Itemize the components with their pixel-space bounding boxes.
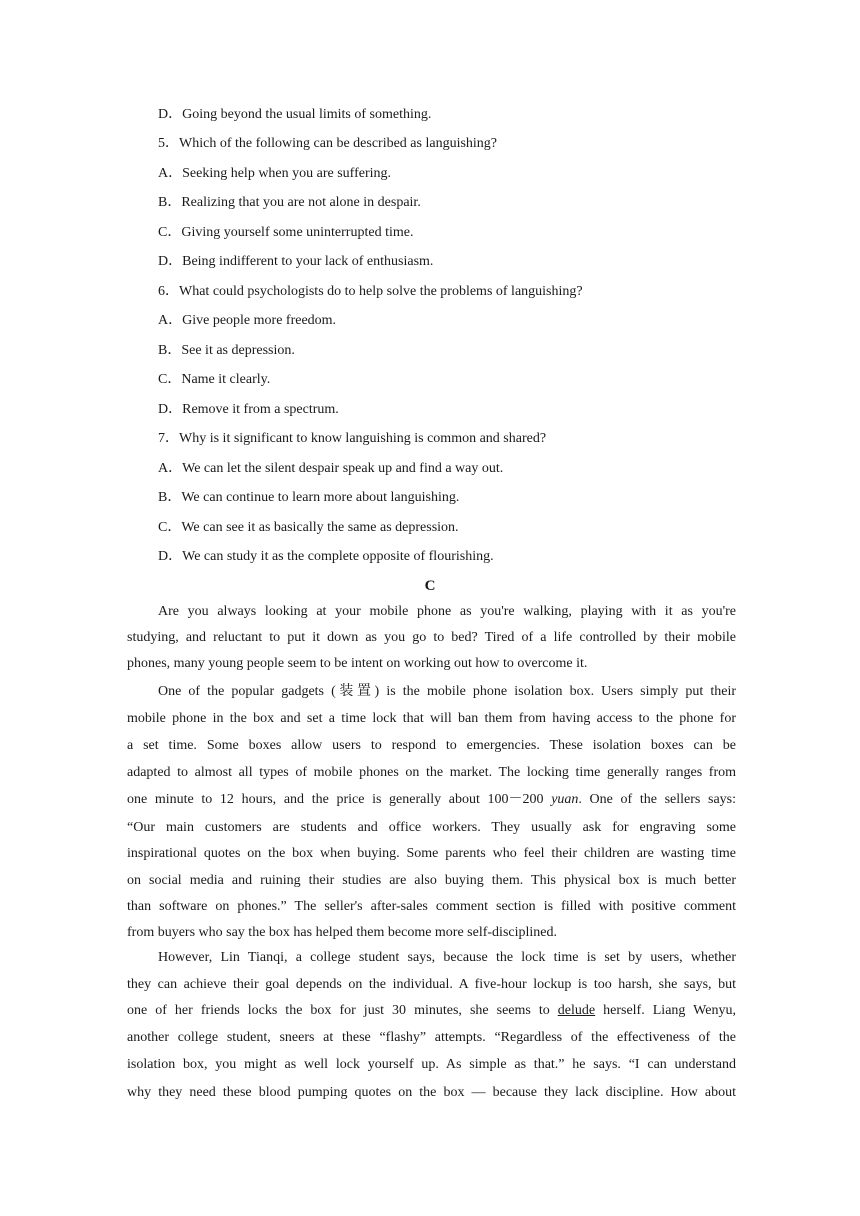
paragraph-text: one of her friends locks the box for just 30 minutes, she seems to [127,1003,558,1018]
option-7a: A．We can let the silent despair speak up and find a way out. [158,461,504,476]
paragraph-line: on social media and ruining their studies are also buying them. This physical box is much better [127,873,736,888]
paragraph-line [127,1002,736,1020]
option-7b: B．We can continue to learn more about languishing. [158,490,460,505]
option-5d: D．Being indifferent to your lack of enthusiasm. [158,254,434,269]
option-6b: B．See it as depression. [158,343,295,358]
option-5c: C．Giving yourself some uninterrupted time. [158,225,414,240]
italic-word-yuan: yuan [551,792,579,807]
paragraph-line: a set time. Some boxes allow users to respond to emergencies. These isolation boxes can be [127,738,736,753]
paragraph-text: herself. Liang Wenyu, [595,1003,736,1018]
option-6a: A．Give people more freedom. [158,313,337,328]
paragraph-line: they can achieve their goal depends on the individual. A five-hour lockup is too harsh, she says, but [127,977,736,992]
question-7: 7．Why is it significant to know languishing is common and shared? [158,431,547,446]
question-5: 5．Which of the following can be described as languishing? [158,136,498,151]
paragraph-text: . One of the sellers says: [578,792,736,807]
option-4d: D．Going beyond the usual limits of something. [158,107,432,122]
paragraph-line: why they need these blood pumping quotes on the box — because they lack discipline. How about [127,1085,736,1100]
option-7d: D．We can study it as the complete opposite of flourishing. [158,549,494,564]
option-5a: A．Seeking help when you are suffering. [158,166,392,181]
option-5b: B．Realizing that you are not alone in despair. [158,195,421,210]
paragraph-line: mobile phone in the box and set a time lock that will ban them from having access to the phone for [127,711,736,726]
question-6: 6．What could psychologists do to help solve the problems of languishing? [158,284,583,299]
option-7c: C．We can see it as basically the same as depression. [158,520,459,535]
paragraph-line: studying, and reluctant to put it down as you go to bed? Tired of a life controlled by their mobile [127,630,736,645]
section-heading: C [424,578,436,594]
paragraph-line: than software on phones.” The seller's after-sales comment section is filled with positive comment [127,899,736,914]
option-6d: D．Remove it from a spectrum. [158,402,339,417]
paragraph-line: isolation box, you might as well lock yourself up. As simple as that.” he says. “I can understand [127,1057,736,1072]
paragraph-line: adapted to almost all types of mobile phones on the market. The locking time generally ranges from [127,765,736,780]
paragraph-line: One of the popular gadgets (装置) is the mobile phone isolation box. Users simply put their [158,684,736,699]
underlined-word-delude: delude [557,1003,596,1018]
paragraph-line: Are you always looking at your mobile phone as you're walking, playing with it as you're [158,604,736,619]
paragraph-line: phones, many young people seem to be intent on working out how to overcome it. [127,656,588,671]
paragraph-text: one minute to 12 hours, and the price is generally about 100－200 [127,792,552,807]
paragraph-line: inspirational quotes on the box when buying. Some parents who feel their children are wasting time [127,846,736,861]
option-6c: C．Name it clearly. [158,372,271,387]
paragraph-line: from buyers who say the box has helped them become more self-disciplined. [127,925,557,940]
paragraph-line: However, Lin Tianqi, a college student says, because the lock time is set by users, whether [158,950,736,965]
paragraph-line: “Our main customers are students and office workers. They usually ask for engraving some [127,820,736,835]
paragraph-line [127,791,736,809]
paragraph-line: another college student, sneers at these “flashy” attempts. “Regardless of the effectiveness of the [127,1030,736,1045]
